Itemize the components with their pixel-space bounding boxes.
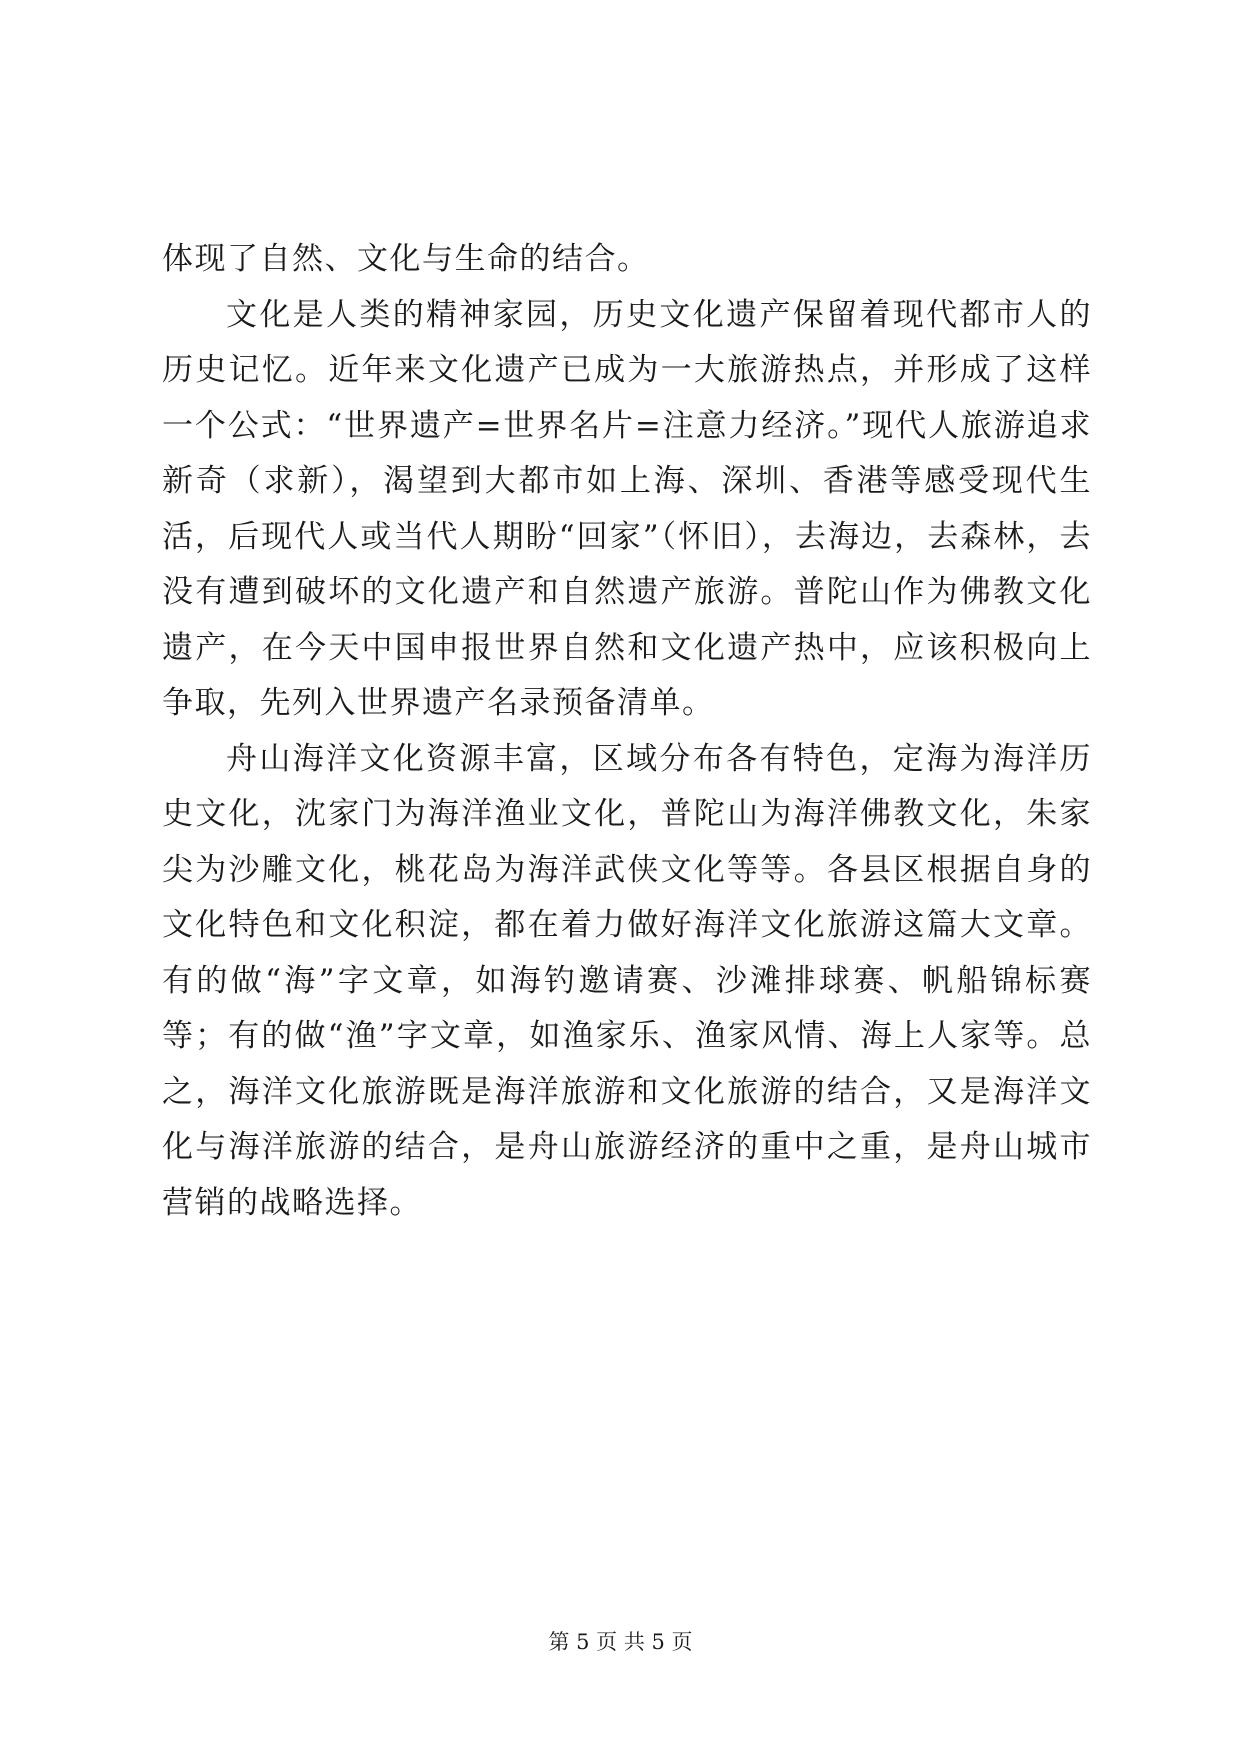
document-body <box>162 232 1092 1231</box>
paragraph-1: 体现了自然、文化与生命的结合。 <box>162 241 650 277</box>
page-number-label: 第 5 页 共 5 页 <box>548 1630 693 1654</box>
paragraph-2: 文化是人类的精神家园，历史文化遗产保留着现代都市人的历史记忆。近年来文化遗产已成为一大旅游热点，并形成了这样一个公式：“世界遗产=世界名片=注意力经济。”现代人旅游追求新奇（求新），渴望到大都市如上海、深圳、香港等感受现代生活，后现代人或当代人期盼“回家”（怀旧），去海边，去森林，去没有遭到破坏的文化遗产和自然遗产旅游。普陀山作为佛教文化遗产，在今天中国申报世界自然和文化遗产热中，应该积极向上争取，先列入世界遗产名录预备清单。 <box>162 296 1092 721</box>
page-footer <box>0 1628 1241 1656</box>
paragraph-3: 舟山海洋文化资源丰富，区域分布各有特色，定海为海洋历史文化，沈家门为海洋渔业文化，普陀山为海洋佛教文化，朱家尖为沙雕文化，桃花岛为海洋武侠文化等等。各县区根据自身的文化特色和文化积淀，都在着力做好海洋文化旅游这篇大文章。有的做“海”字文章，如海钓邀请赛、沙滩排球赛、帆船锦标赛等；有的做“渔”字文章，如渔家乐、渔家风情、海上人家等。总之，海洋文化旅游既是海洋旅游和文化旅游的结合，又是海洋文化与海洋旅游的结合，是舟山旅游经济的重中之重，是舟山城市营销的战略选择。 <box>162 740 1092 1221</box>
